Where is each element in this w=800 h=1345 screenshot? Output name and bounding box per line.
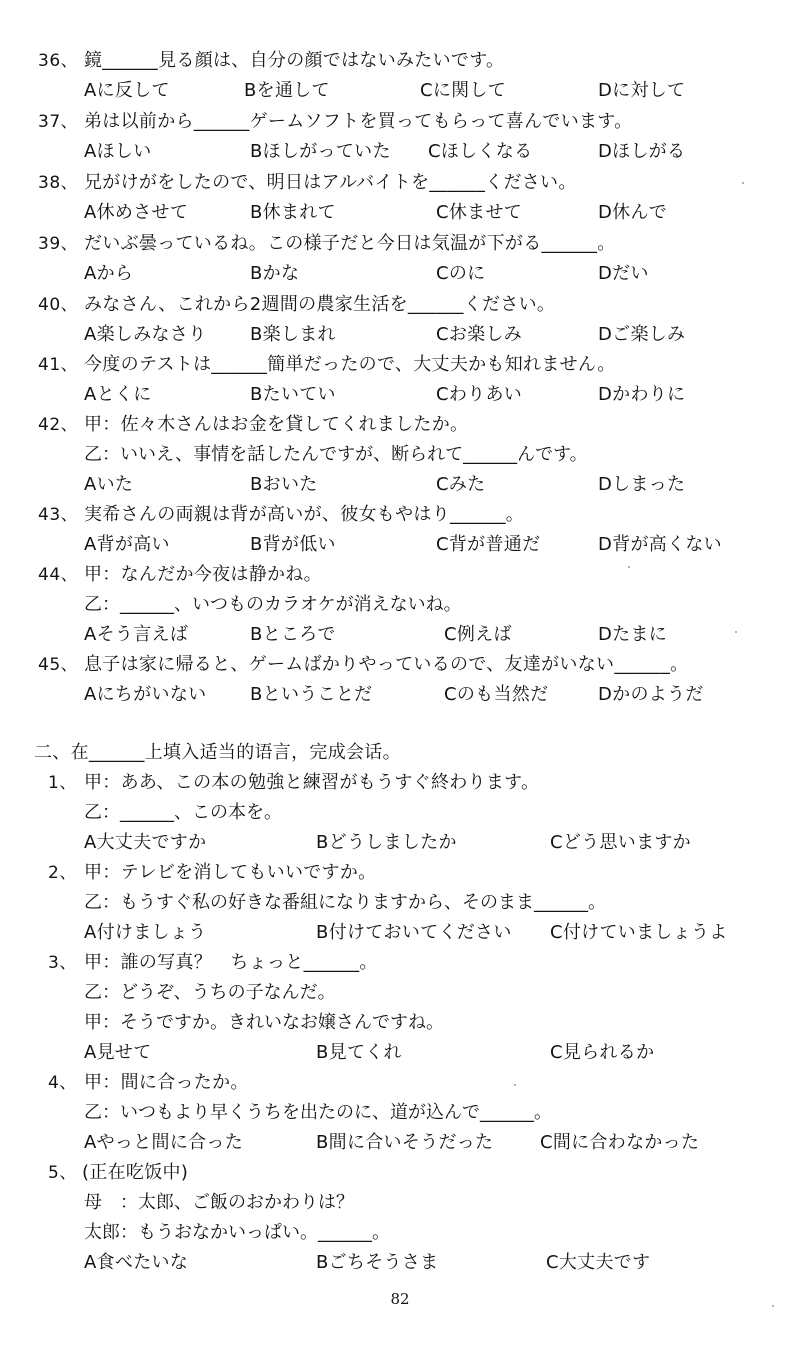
option-a: A付けましょう [84, 922, 207, 943]
dialogue-line: 乙：どうぞ、うちの子なんだ。 [84, 982, 336, 1003]
question-number: 42、 [38, 415, 79, 435]
option-c: Cほしくなる [428, 141, 533, 162]
question-number: 45、 [38, 655, 79, 675]
option-c: Cどう思いますか [550, 832, 691, 853]
option-a: Aそう言えば [84, 624, 189, 645]
option-a: Aに反して [84, 80, 170, 101]
option-d: Dに対して [598, 80, 686, 101]
option-a: A休めさせて [84, 202, 189, 223]
page-number: 82 [390, 1290, 410, 1308]
dialogue-line: 太郎：もうおなかいっぱい。______。 [84, 1222, 390, 1243]
question-number: 2、 [48, 863, 77, 883]
option-a: A食べたいな [84, 1252, 189, 1273]
dialogue-line: 母 ：太郎、ご飯のおかわりは？ [84, 1192, 354, 1213]
question-stem: 今度のテストは______簡単だったので、大丈夫かも知れません。 [84, 354, 616, 375]
option-c: Cに関して [420, 80, 507, 101]
question-number: 3、 [48, 953, 77, 973]
option-c: Cお楽しみ [436, 324, 523, 345]
option-b: Bところで [250, 624, 336, 645]
option-a: Aほしい [84, 141, 152, 162]
option-b: Bかな [250, 263, 300, 284]
question-stem: 甲：テレビを消してもいいですか。 [84, 862, 377, 883]
question-number: 36、 [38, 51, 79, 71]
dialogue-line: 乙：______、この本を。 [84, 802, 282, 823]
question-number: 41、 [38, 355, 79, 375]
dialogue-line: 乙：いつもより早くうちを出たのに、道が込んで______。 [84, 1102, 552, 1123]
option-c: C休ませて [436, 202, 523, 223]
option-b: B間に合いそうだった [316, 1132, 494, 1153]
option-c: C見られるか [550, 1042, 655, 1063]
question-number: 40、 [38, 295, 79, 315]
option-a: Aいた [84, 474, 134, 495]
question-stem: 息子は家に帰ると、ゲームばかりやっているので、友達がいない______。 [84, 654, 689, 675]
question-number: 5、 [48, 1163, 77, 1183]
option-a: Aやっと間に合った [84, 1132, 244, 1153]
question-stem: 弟は以前から______ゲームソフトを買ってもらって喜んでいます。 [84, 111, 633, 132]
option-c: Cのも当然だ [444, 684, 549, 705]
question-stem: 鏡______見る顔は、自分の顔ではないみたいです。 [84, 50, 505, 71]
option-b: Bたいてい [250, 384, 336, 405]
option-d: Dご楽しみ [598, 324, 686, 345]
option-d: D休んで [598, 202, 668, 223]
option-c: C背が普通だ [436, 534, 541, 555]
option-d: Dしまった [598, 474, 686, 495]
question-stem: みなさん、これから2週間の農家生活を______ください。 [84, 294, 556, 315]
option-d: D背が高くない [598, 534, 722, 555]
option-b: Bほしがっていた [250, 141, 391, 162]
option-a: A大丈夫ですか [84, 832, 207, 853]
question-number: 37、 [38, 112, 79, 132]
question-stem: 実希さんの両親は背が高いが、彼女もやはり______。 [84, 504, 525, 525]
option-b: Bということだ [250, 684, 373, 705]
question-stem: 甲：誰の写真？ ちょっと______。 [84, 952, 378, 973]
option-d: Dかわりに [598, 384, 686, 405]
option-a: A楽しみなさり [84, 324, 207, 345]
option-c: Cわりあい [436, 384, 523, 405]
option-c: C大丈夫です [546, 1252, 651, 1273]
scan-speck [628, 566, 630, 568]
option-c: C付けていましょうよ [550, 922, 728, 943]
question-stem: 甲：ああ、この本の勉強と練習がもうすぐ終わります。 [84, 772, 540, 793]
option-a: A見せて [84, 1042, 152, 1063]
option-a: Aとくに [84, 384, 152, 405]
option-b: B休まれて [250, 202, 336, 223]
option-d: Dほしがる [598, 141, 686, 162]
dialogue-line: 乙：もうすぐ私の好きな番組になりますから、そのまま______。 [84, 892, 606, 913]
question-stem: 甲：なんだか今夜は静かね。 [84, 564, 322, 585]
question-stem: だいぶ曇っているね。この様子だと今日は気温が下がる______。 [84, 233, 616, 254]
option-b: B付けておいてください [316, 922, 512, 943]
dialogue-line: 乙：______、いつものカラオケが消えないね。 [84, 594, 462, 615]
option-c: Cのに [436, 263, 486, 284]
question-number: 4、 [48, 1073, 77, 1093]
option-a: Aにちがいない [84, 684, 207, 705]
question-stem: 兄がけがをしたので、明日はアルバイトを______ください。 [84, 172, 577, 193]
option-d: Dたまに [598, 624, 668, 645]
question-number: 44、 [38, 565, 79, 585]
dialogue-line: 乙：いいえ、事情を話したんですが、断られて______んです。 [84, 444, 588, 465]
scan-speck [772, 1305, 774, 1307]
option-a: Aから [84, 263, 134, 284]
option-a: A背が高い [84, 534, 170, 555]
question-number: 39、 [38, 234, 79, 254]
scan-speck [735, 631, 737, 633]
option-b: B見てくれ [316, 1042, 402, 1063]
dialogue-line: 甲：そうですか。きれいなお嬢さんですね。 [84, 1012, 444, 1033]
option-d: Dだい [598, 263, 649, 284]
option-c: Cみた [436, 474, 486, 495]
question-number: 43、 [38, 505, 79, 525]
option-c: C例えば [444, 624, 512, 645]
option-b: Bを通して [244, 80, 330, 101]
option-c: C間に合わなかった [540, 1132, 700, 1153]
option-b: B楽しまれ [250, 324, 336, 345]
question-stem: (正在吃饭中) [82, 1162, 189, 1183]
scan-speck [514, 1084, 516, 1086]
option-b: B背が低い [250, 534, 336, 555]
option-b: Bどうしましたか [316, 832, 457, 853]
option-b: Bおいた [250, 474, 318, 495]
question-stem: 甲：間に合ったか。 [84, 1072, 249, 1093]
section-title: 二、在______上填入适当的语言，完成会话。 [34, 742, 401, 763]
question-stem: 甲：佐々木さんはお金を貸してくれましたか。 [84, 414, 469, 435]
option-b: Bごちそうさま [316, 1252, 439, 1273]
option-d: Dかのようだ [598, 684, 704, 705]
scan-speck [742, 182, 744, 184]
question-number: 38、 [38, 173, 79, 193]
question-number: 1、 [48, 773, 77, 793]
